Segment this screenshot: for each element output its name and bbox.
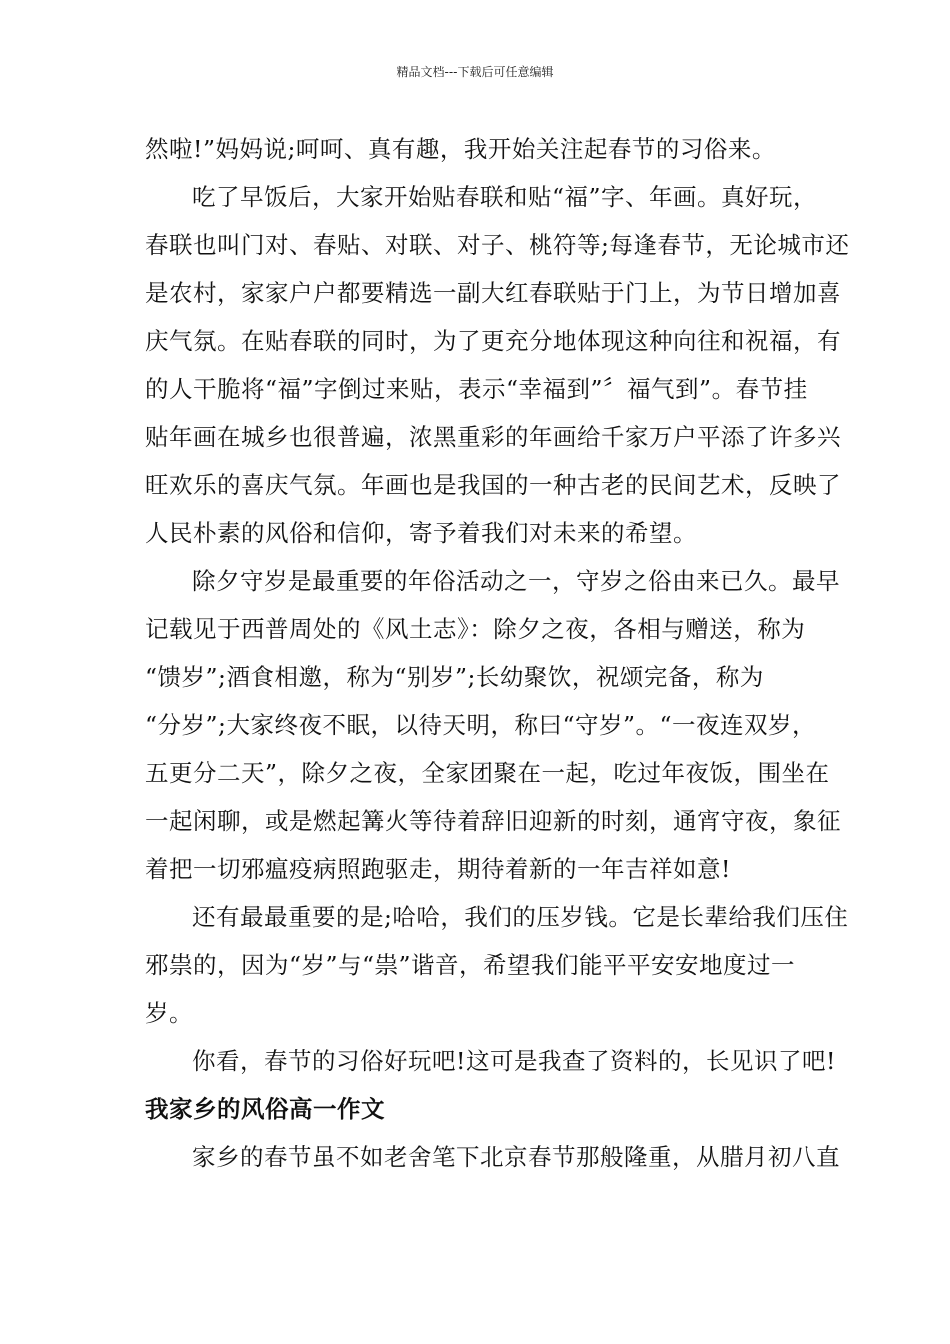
- text-line: “分岁”;大家终夜不眠，以待天明，称曰“守岁”。“一夜连双岁，: [145, 711, 816, 739]
- text-line: 除夕守岁是最重要的年俗活动之一，守岁之俗由来已久。最早: [192, 567, 840, 595]
- text-line: 你看，春节的习俗好玩吧!这可是我查了资料的，长见识了吧!: [192, 1047, 836, 1075]
- text-line: 五更分二天”，除夕之夜，全家团聚在一起，吃过年夜饭，围坐在: [145, 759, 830, 787]
- text-line: 庆气氛。在贴春联的同时，为了更充分地体现这种向往和祝福，有: [145, 327, 841, 355]
- text-line: 着把一切邪瘟疫病照跑驱走，期待着新的一年吉祥如意!: [145, 855, 731, 883]
- text-line: 春联也叫门对、春贴、对联、对子、桃符等;每逢春节，无论城市还: [145, 231, 850, 259]
- document-body: [145, 125, 850, 1181]
- essay-title: 我家乡的风俗高一作文: [145, 1095, 385, 1123]
- page-header: 精品文档---下载后可任意编辑: [396, 65, 554, 79]
- paragraph-6: [145, 1133, 840, 1181]
- paragraph-3: [145, 557, 841, 893]
- text-line: 人民朴素的风俗和信仰，寄予着我们对未来的希望。: [145, 519, 697, 547]
- paragraph-1: [145, 125, 825, 173]
- text-line: 一起闲聊，或是燃起篝火等待着辞旧迎新的时刻，通宵守夜，象征: [145, 807, 841, 835]
- text-line: 吃了早饭后，大家开始贴春联和贴“福”字、年画。真好玩，: [192, 183, 818, 211]
- text-line: 然啦!”妈妈说;呵呵、真有趣，我开始关注起春节的习俗来。: [145, 135, 776, 163]
- paragraph-2: [145, 173, 850, 557]
- text-line: 记载见于西普周处的《风土志》：除夕之夜，各相与赠送，称为: [145, 615, 806, 643]
- paragraph-4: [145, 893, 849, 1037]
- text-line: 家乡的春节虽不如老舍笔下北京春节那般隆重，从腊月初八直: [192, 1143, 840, 1171]
- text-line: 贴年画在城乡也很普遍，浓黑重彩的年画给千家万户平添了许多兴: [145, 423, 841, 451]
- text-line: “馈岁”;酒食相邀，称为“别岁”;长幼聚饮，祝颂完备，称为: [145, 663, 764, 691]
- text-line: 邪祟的，因为“岁”与“祟”谐音，希望我们能平平安安地度过一: [145, 951, 796, 979]
- text-line: 是农村，家家户户都要精选一副大红春联贴于门上，为节日增加喜: [145, 279, 841, 307]
- text-line: 的人干脆将“福”字倒过来贴，表示“幸福到”〞福气到”。春节挂: [145, 375, 808, 403]
- text-line: 还有最最重要的是;哈哈，我们的压岁钱。它是长辈给我们压住: [192, 903, 849, 931]
- paragraph-5: [145, 1037, 836, 1085]
- text-line: 旺欢乐的喜庆气氛。年画也是我国的一种古老的民间艺术，反映了: [145, 471, 841, 499]
- text-line: 岁。: [145, 999, 193, 1027]
